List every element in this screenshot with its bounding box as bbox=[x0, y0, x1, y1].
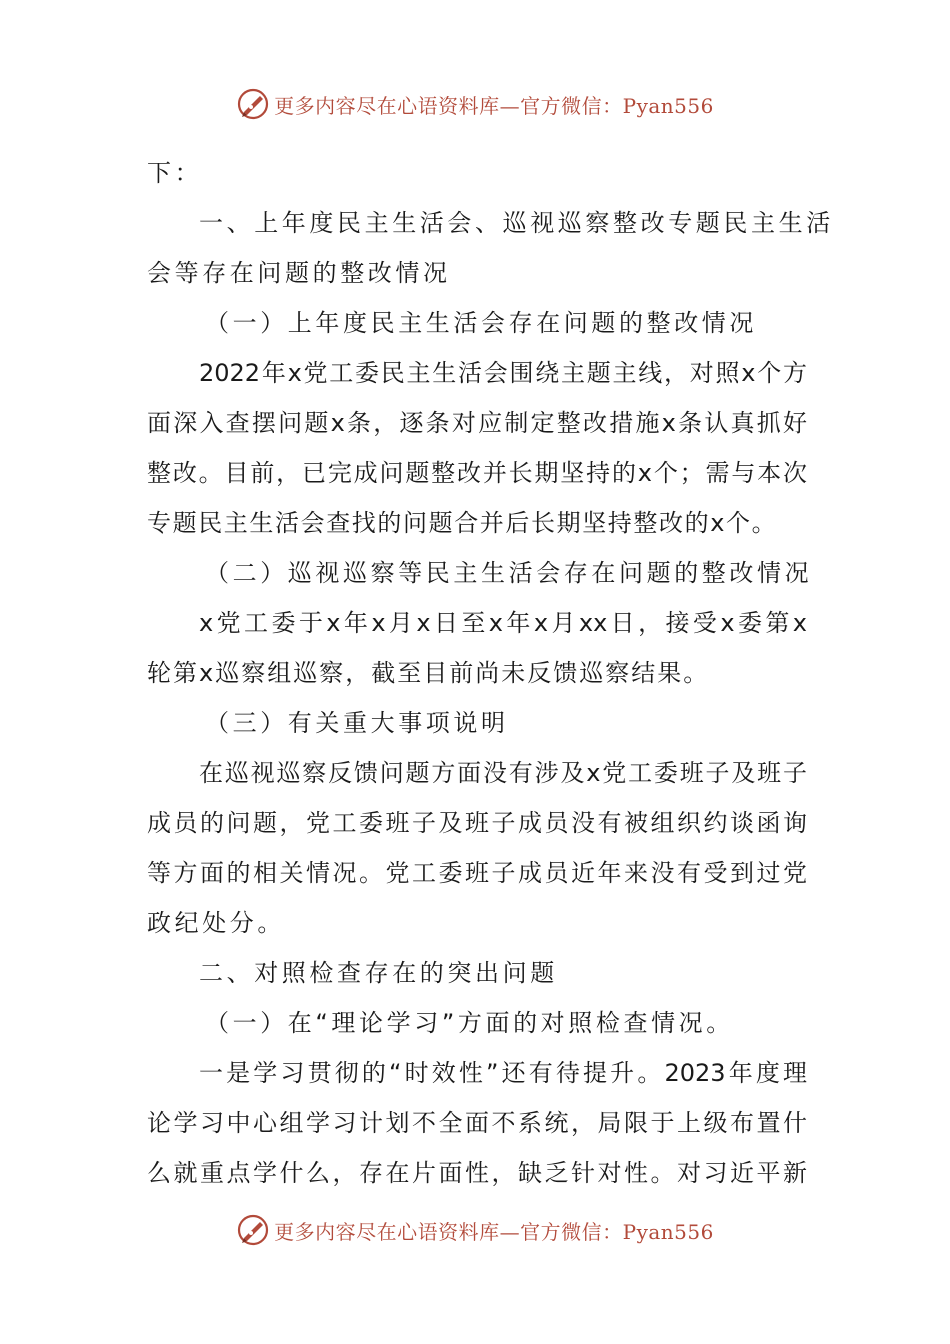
paragraph-line: 面深入查摆问题x条，逐条对应制定整改措施x条认真抓好 bbox=[147, 409, 807, 437]
paragraph-line: x党工委于x年x月x日至x年x月xx日，接受x委第x bbox=[199, 609, 807, 637]
paragraph-line: 在巡视巡察反馈问题方面没有涉及x党工委班子及班子 bbox=[199, 759, 807, 787]
footer-banner-text: 更多内容尽在心语资料库—官方微信：Pyan556 bbox=[274, 1219, 714, 1244]
header-banner-text: 更多内容尽在心语资料库—官方微信：Pyan556 bbox=[274, 93, 714, 118]
paragraph-line: 等方面的相关情况。党工委班子成员近年来没有受到过党 bbox=[147, 859, 807, 887]
paragraph-line: 轮第x巡察组巡察，截至目前尚未反馈巡察结果。 bbox=[147, 659, 710, 687]
paragraph-line: 么就重点学什么，存在片面性，缺乏针对性。对习近平新 bbox=[147, 1159, 807, 1187]
section-heading-2: 二、对照检查存在的突出问题 bbox=[199, 959, 558, 987]
paragraph-line: 成员的问题，党工委班子及班子成员没有被组织约谈函询 bbox=[147, 809, 807, 837]
paragraph-line: 一是学习贯彻的“时效性”还有待提升。2023年度理 bbox=[199, 1059, 807, 1087]
section-heading-1: 一、上年度民主生活会、巡视巡察整改专题民主生活 bbox=[199, 209, 834, 237]
paragraph-line: 政纪处分。 bbox=[147, 909, 285, 937]
subsection-heading: （一）在“理论学习”方面的对照检查情况。 bbox=[205, 1009, 734, 1037]
header-banner bbox=[0, 84, 950, 124]
footer-banner bbox=[0, 1210, 950, 1250]
pen-circle-logo-icon bbox=[236, 1213, 270, 1247]
paragraph-line: 论学习中心组学习计划不全面不系统，局限于上级布置什 bbox=[147, 1109, 807, 1137]
paragraph-line: 专题民主生活会查找的问题合并后长期坚持整改的x个。 bbox=[147, 509, 778, 537]
subsection-heading: （一）上年度民主生活会存在问题的整改情况 bbox=[205, 309, 757, 337]
subsection-heading: （二）巡视巡察等民主生活会存在问题的整改情况 bbox=[205, 559, 813, 587]
paragraph-line: 2022年x党工委民主生活会围绕主题主线，对照x个方 bbox=[199, 359, 807, 387]
subsection-heading: （三）有关重大事项说明 bbox=[205, 709, 509, 737]
pen-circle-logo-icon bbox=[236, 87, 270, 121]
section-heading-1-cont: 会等存在问题的整改情况 bbox=[147, 259, 451, 287]
document-body bbox=[147, 148, 834, 1198]
paragraph-line: 下： bbox=[147, 159, 203, 187]
paragraph-line: 整改。目前，已完成问题整改并长期坚持的x个；需与本次 bbox=[147, 459, 807, 487]
